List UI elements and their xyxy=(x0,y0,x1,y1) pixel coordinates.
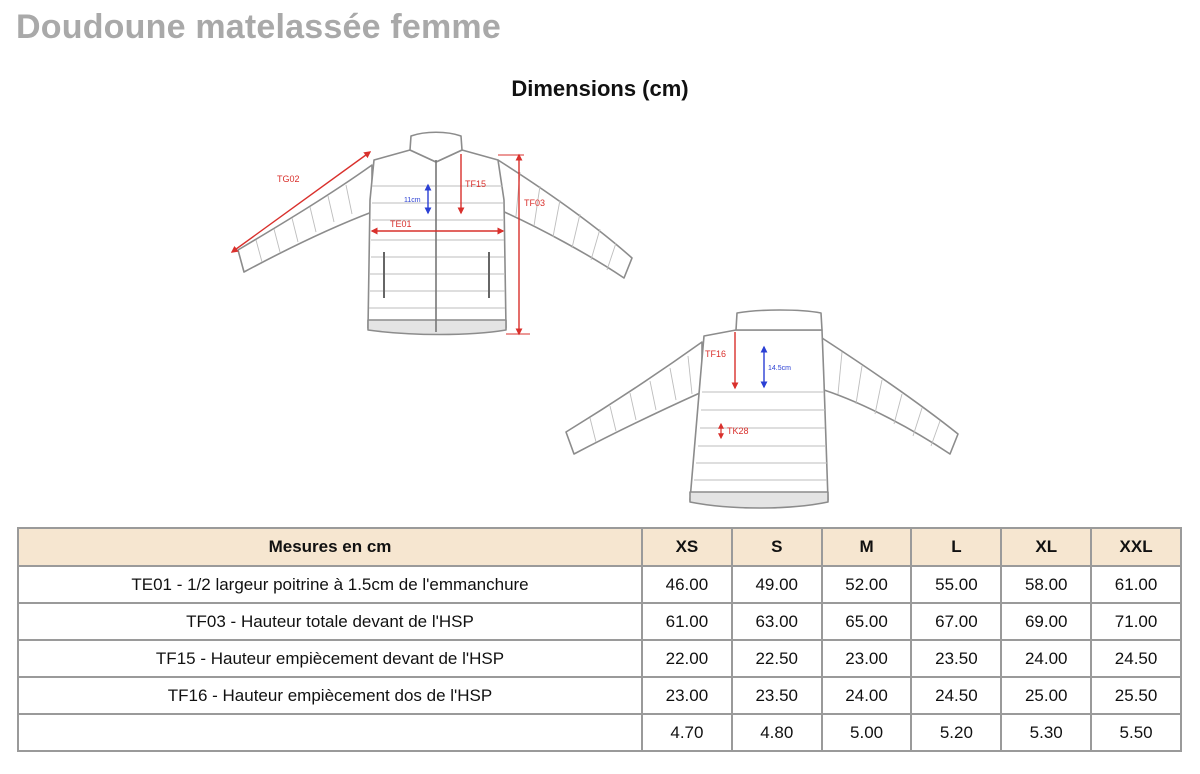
value-cell: 63.00 xyxy=(732,603,822,640)
value-cell: 71.00 xyxy=(1091,603,1181,640)
row-label-cell: TF15 - Hauteur empiècement devant de l'HSP xyxy=(18,640,642,677)
tk28-label: TK28 xyxy=(727,426,749,436)
row-label-cell: TF03 - Hauteur totale devant de l'HSP xyxy=(18,603,642,640)
value-cell: 23.50 xyxy=(911,640,1001,677)
header-size-cell: L xyxy=(911,528,1001,566)
value-cell: 25.50 xyxy=(1091,677,1181,714)
header-label-cell: Mesures en cm xyxy=(18,528,642,566)
table-row xyxy=(18,640,1181,677)
table-row xyxy=(18,566,1181,603)
value-cell: 23.00 xyxy=(642,677,732,714)
yoke-label: 14.5cm xyxy=(768,365,791,372)
value-cell: 49.00 xyxy=(732,566,822,603)
back-left-sleeve xyxy=(566,342,702,454)
page-title: Doudoune matelassée femme xyxy=(16,8,501,46)
tg02-label: TG02 xyxy=(277,174,300,184)
value-cell: 55.00 xyxy=(911,566,1001,603)
front-right-sleeve xyxy=(498,160,632,278)
value-cell: 65.00 xyxy=(822,603,912,640)
value-cell: 23.50 xyxy=(732,677,822,714)
value-cell: 58.00 xyxy=(1001,566,1091,603)
front-left-sleeve xyxy=(238,165,372,272)
table-header-row xyxy=(18,528,1181,566)
value-cell: 24.50 xyxy=(911,677,1001,714)
header-size-cell: XL xyxy=(1001,528,1091,566)
value-cell: 46.00 xyxy=(642,566,732,603)
table-row xyxy=(18,677,1181,714)
tf16-label: TF16 xyxy=(705,349,727,359)
value-cell: 23.00 xyxy=(822,640,912,677)
front-hem xyxy=(368,320,506,335)
size-table xyxy=(17,527,1182,752)
value-cell: 52.00 xyxy=(822,566,912,603)
value-cell: 61.00 xyxy=(1091,566,1181,603)
front-body xyxy=(368,150,506,333)
row-label-cell: TE01 - 1/2 largeur poitrine à 1.5cm de l'emmanchure xyxy=(18,566,642,603)
header-size-cell: XXL xyxy=(1091,528,1181,566)
value-cell: 5.00 xyxy=(822,714,912,751)
value-cell: 5.30 xyxy=(1001,714,1091,751)
value-cell: 24.00 xyxy=(1001,640,1091,677)
header-size-cell: XS xyxy=(642,528,732,566)
jacket-diagram xyxy=(0,120,1200,520)
back-hem xyxy=(690,492,828,508)
row-label-cell: TF16 - Hauteur empiècement dos de l'HSP xyxy=(18,677,642,714)
value-cell: 61.00 xyxy=(642,603,732,640)
tf03-label: TF03 xyxy=(524,198,546,208)
back-jacket-drawing xyxy=(566,310,958,508)
value-cell: 22.00 xyxy=(642,640,732,677)
back-collar xyxy=(736,310,822,330)
table-row xyxy=(18,714,1181,751)
te01-label: TE01 xyxy=(390,219,412,229)
value-cell: 4.70 xyxy=(642,714,732,751)
value-cell: 24.50 xyxy=(1091,640,1181,677)
row-label-cell xyxy=(18,714,642,751)
dimensions-title: Dimensions (cm) xyxy=(511,76,689,101)
value-cell: 24.00 xyxy=(822,677,912,714)
back-right-sleeve xyxy=(822,338,958,454)
value-cell: 67.00 xyxy=(911,603,1001,640)
front-jacket-drawing xyxy=(238,132,632,334)
tf15-label: TF15 xyxy=(465,179,487,189)
header-size-cell: M xyxy=(822,528,912,566)
table-row xyxy=(18,603,1181,640)
value-cell: 4.80 xyxy=(732,714,822,751)
value-cell: 22.50 xyxy=(732,640,822,677)
value-cell: 25.00 xyxy=(1001,677,1091,714)
value-cell: 5.20 xyxy=(911,714,1001,751)
header-size-cell: S xyxy=(732,528,822,566)
value-cell: 5.50 xyxy=(1091,714,1181,751)
value-cell: 69.00 xyxy=(1001,603,1091,640)
zip-label: 11cm xyxy=(404,197,421,204)
